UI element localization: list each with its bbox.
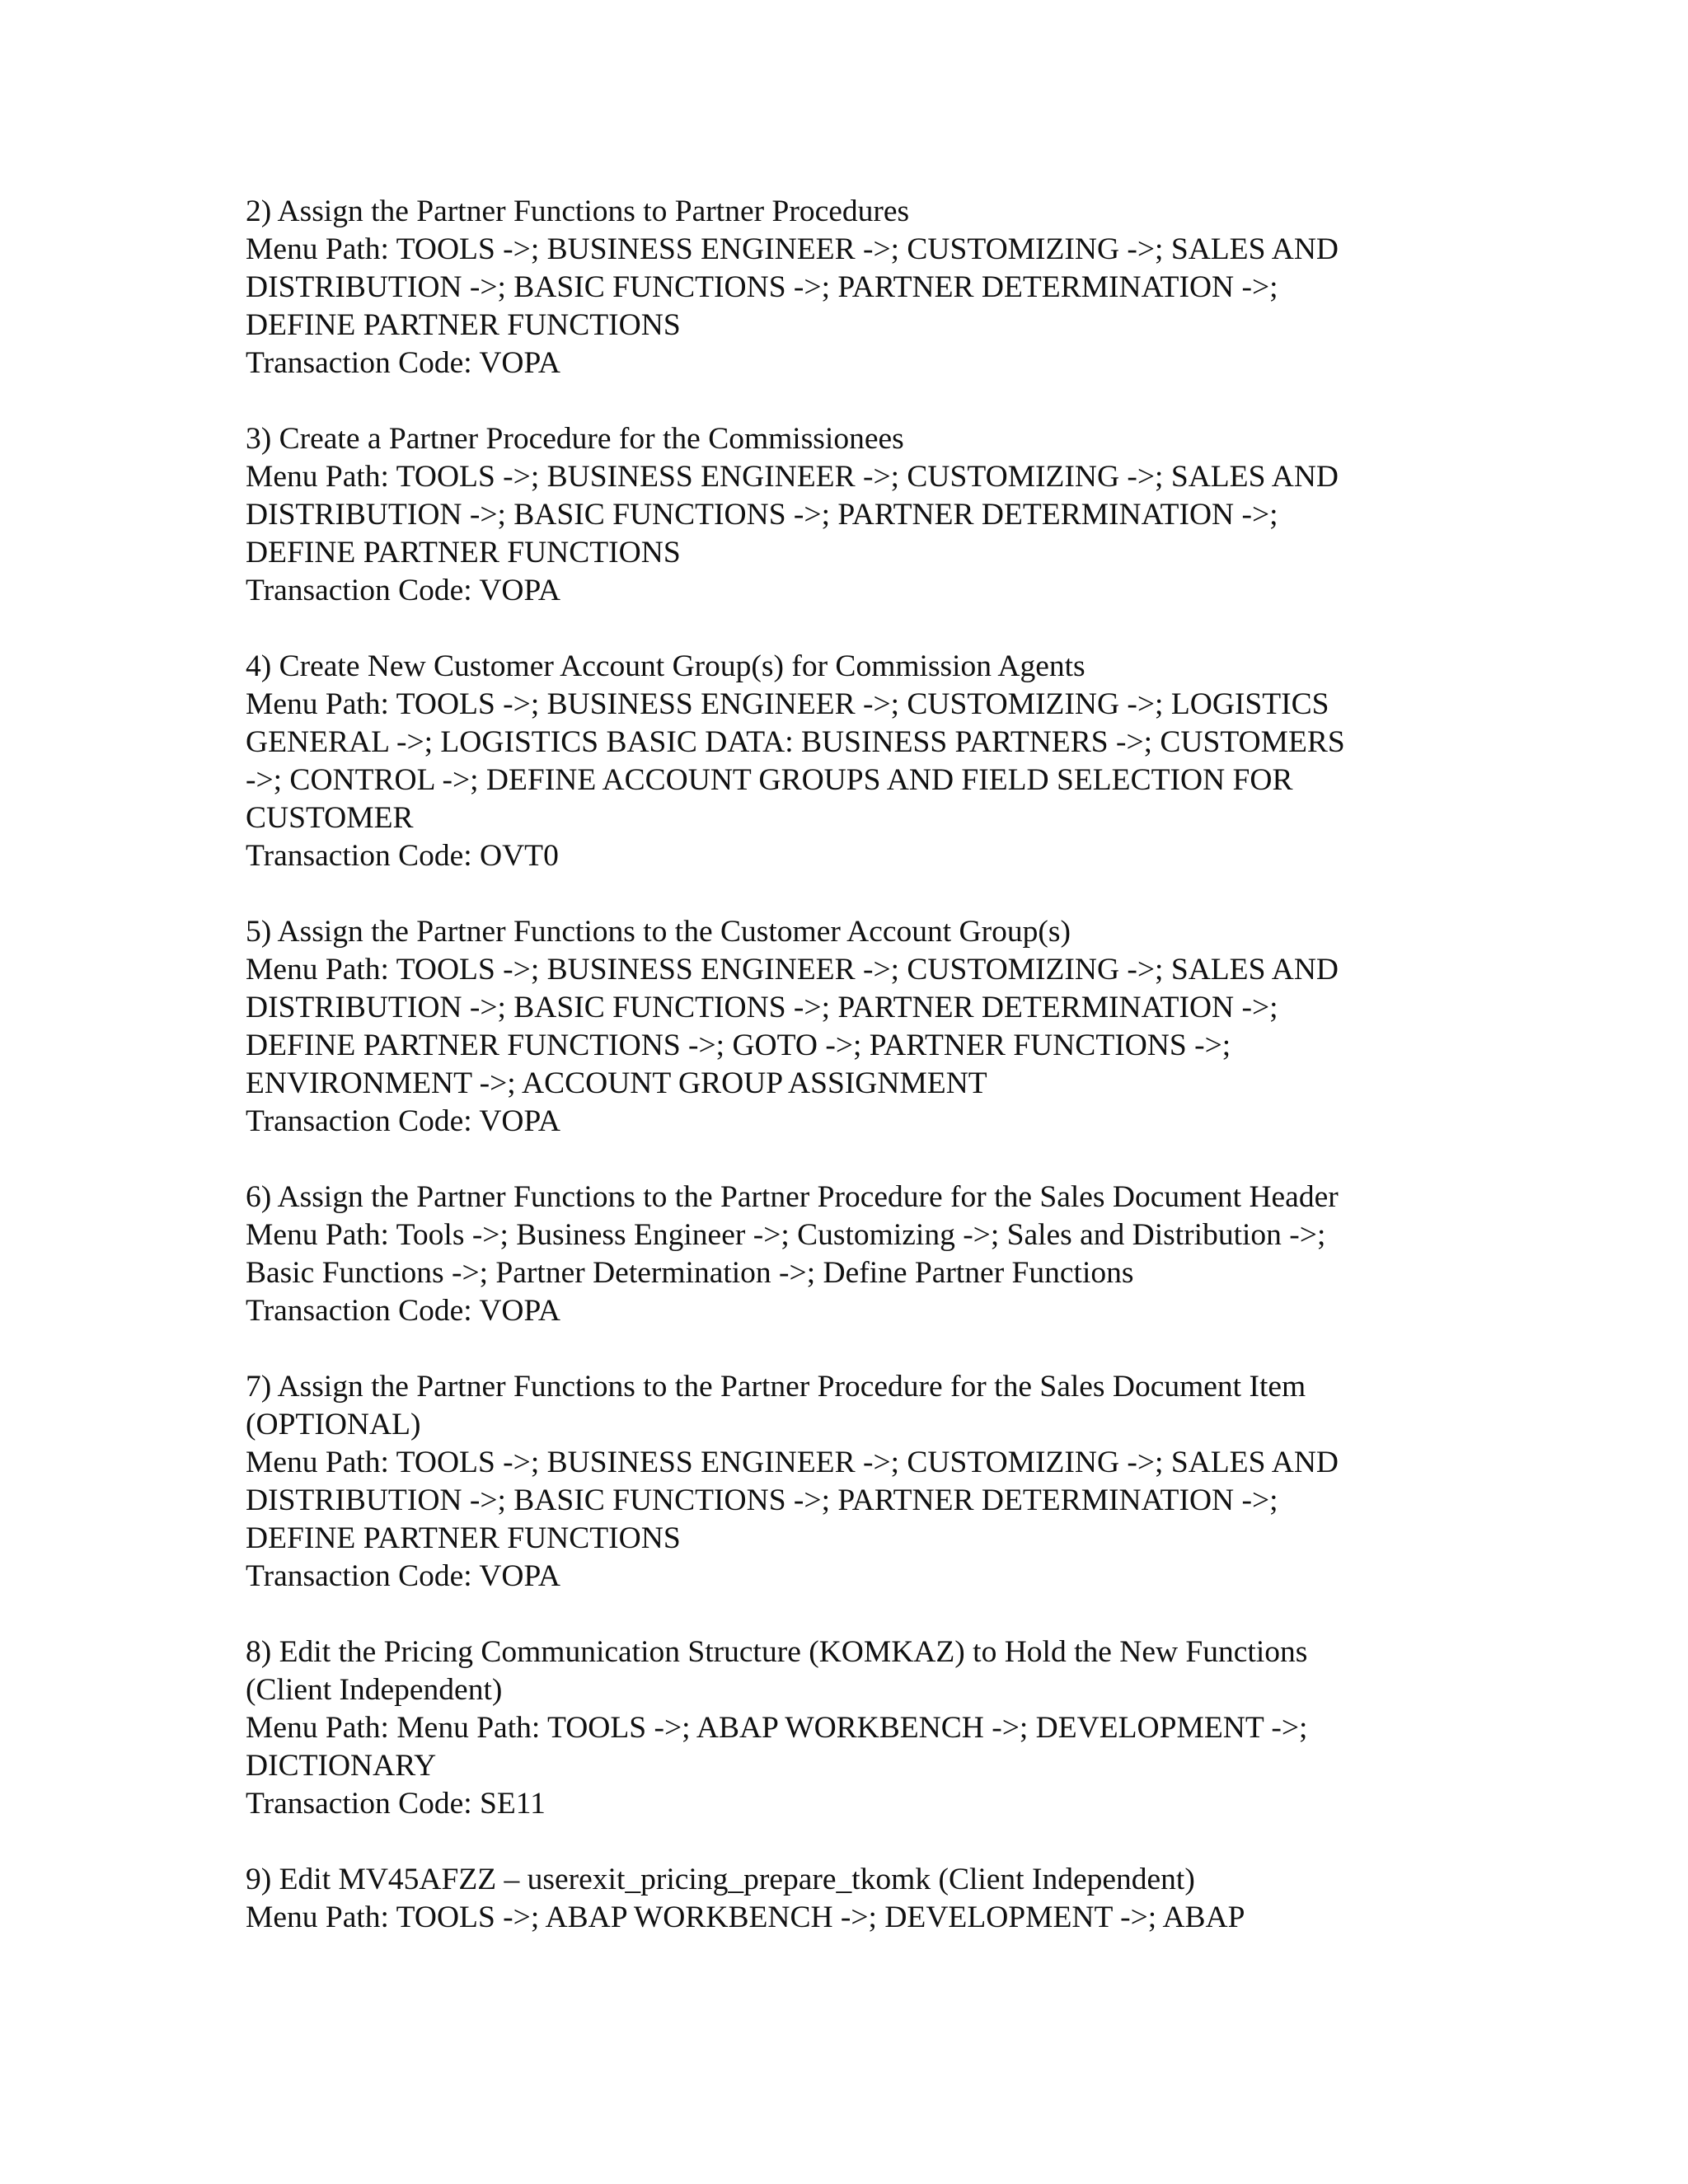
step-heading: 6) Assign the Partner Functions to the Partner Procedure for the Sales Document Header	[246, 1180, 1339, 1214]
section-step-4	[246, 648, 1449, 875]
menu-path-line: DISTRIBUTION ->; BASIC FUNCTIONS ->; PARTNER DETERMINATION ->;	[246, 270, 1278, 304]
menu-path-line: Menu Path: Menu Path: TOOLS ->; ABAP WORKBENCH ->; DEVELOPMENT ->;	[246, 1711, 1308, 1745]
section-step-5	[246, 913, 1449, 1141]
step-heading: 4) Create New Customer Account Group(s) for Commission Agents	[246, 649, 1085, 683]
step-heading: 9) Edit MV45AFZZ – userexit_pricing_prepare_tkomk (Client Independent)	[246, 1863, 1195, 1896]
step-heading-continuation: (Client Independent)	[246, 1673, 503, 1707]
section-step-8	[246, 1633, 1449, 1823]
transaction-code-line: Transaction Code: VOPA	[246, 346, 560, 380]
transaction-code-line: Transaction Code: SE11	[246, 1787, 546, 1821]
section-step-3	[246, 420, 1449, 610]
menu-path-line: Menu Path: TOOLS ->; BUSINESS ENGINEER ->; CUSTOMIZING ->; SALES AND	[246, 460, 1339, 494]
menu-path-line: Menu Path: TOOLS ->; BUSINESS ENGINEER ->; CUSTOMIZING ->; SALES AND	[246, 953, 1339, 987]
menu-path-line: DEFINE PARTNER FUNCTIONS	[246, 1521, 681, 1555]
menu-path-line: Basic Functions ->; Partner Determination ->; Define Partner Functions	[246, 1256, 1134, 1290]
menu-path-line: Menu Path: TOOLS ->; BUSINESS ENGINEER ->; CUSTOMIZING ->; LOGISTICS	[246, 687, 1329, 721]
section-step-2	[246, 193, 1449, 382]
menu-path-line: ->; CONTROL ->; DEFINE ACCOUNT GROUPS AND FIELD SELECTION FOR	[246, 763, 1293, 797]
menu-path-line: DISTRIBUTION ->; BASIC FUNCTIONS ->; PARTNER DETERMINATION ->;	[246, 498, 1278, 532]
step-heading: 7) Assign the Partner Functions to the Partner Procedure for the Sales Document Item	[246, 1370, 1306, 1404]
menu-path-line: Menu Path: Tools ->; Business Engineer ->; Customizing ->; Sales and Distribution ->;	[246, 1218, 1326, 1252]
transaction-code-line: Transaction Code: VOPA	[246, 1104, 560, 1138]
transaction-code-line: Transaction Code: VOPA	[246, 1294, 560, 1328]
transaction-code-line: Transaction Code: OVT0	[246, 839, 559, 873]
step-heading: 3) Create a Partner Procedure for the Commissionees	[246, 422, 904, 456]
menu-path-line: DEFINE PARTNER FUNCTIONS ->; GOTO ->; PARTNER FUNCTIONS ->;	[246, 1029, 1231, 1062]
menu-path-line: DEFINE PARTNER FUNCTIONS	[246, 308, 681, 342]
menu-path-line: GENERAL ->; LOGISTICS BASIC DATA: BUSINESS PARTNERS ->; CUSTOMERS	[246, 725, 1345, 759]
section-step-9	[246, 1861, 1449, 1937]
section-step-7	[246, 1368, 1449, 1596]
menu-path-line: CUSTOMER	[246, 801, 414, 835]
step-heading: 5) Assign the Partner Functions to the Customer Account Group(s)	[246, 915, 1071, 949]
step-heading-continuation: (OPTIONAL)	[246, 1408, 421, 1441]
menu-path-line: ENVIRONMENT ->; ACCOUNT GROUP ASSIGNMENT	[246, 1066, 987, 1100]
menu-path-line: Menu Path: TOOLS ->; ABAP WORKBENCH ->; DEVELOPMENT ->; ABAP	[246, 1900, 1245, 1934]
menu-path-line: DEFINE PARTNER FUNCTIONS	[246, 536, 681, 569]
menu-path-line: Menu Path: TOOLS ->; BUSINESS ENGINEER ->; CUSTOMIZING ->; SALES AND	[246, 1446, 1339, 1479]
step-heading: 2) Assign the Partner Functions to Partner Procedures	[246, 194, 910, 228]
step-heading: 8) Edit the Pricing Communication Structure (KOMKAZ) to Hold the New Functions	[246, 1635, 1308, 1669]
transaction-code-line: Transaction Code: VOPA	[246, 574, 560, 607]
menu-path-line: DISTRIBUTION ->; BASIC FUNCTIONS ->; PARTNER DETERMINATION ->;	[246, 991, 1278, 1024]
menu-path-line: Menu Path: TOOLS ->; BUSINESS ENGINEER ->; CUSTOMIZING ->; SALES AND	[246, 232, 1339, 266]
section-step-6	[246, 1179, 1449, 1330]
document-body	[246, 193, 1449, 1937]
menu-path-line: DISTRIBUTION ->; BASIC FUNCTIONS ->; PARTNER DETERMINATION ->;	[246, 1483, 1278, 1517]
menu-path-line: DICTIONARY	[246, 1749, 437, 1783]
transaction-code-line: Transaction Code: VOPA	[246, 1559, 560, 1593]
